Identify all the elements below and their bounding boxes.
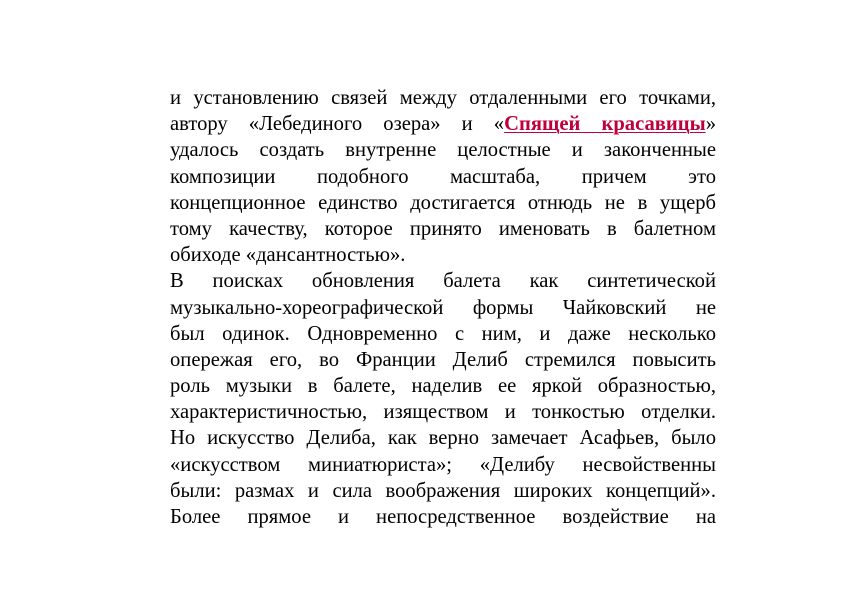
text-fragment: » (705, 113, 716, 136)
sleeping-beauty-link[interactable]: Спящей красавицы (504, 113, 706, 136)
text-line: «искусством миниатюриста»; «Делибу несвойственны (170, 453, 716, 476)
text-line: роль музыки в балете, наделив ее яркой образностью, (170, 375, 716, 398)
text-line: удалось создать внутренне целостные и законченные (170, 139, 716, 162)
text-line: концепционное единство достигается отнюдь не в ущерб (170, 191, 716, 214)
text-line (170, 111, 716, 137)
paragraph-2 (170, 268, 716, 530)
text-line: опережая его, во Франции Делиб стремился повысить (170, 348, 716, 371)
text-line: и установлению связей между отдаленными его точками, (170, 87, 716, 109)
text-line: тому качеству, которое принято именовать в балетном (170, 217, 716, 240)
document-text (170, 85, 716, 530)
text-line: композиции подобного масштаба, причем это (170, 165, 716, 188)
text-line: Более прямое и непосредственное воздействие на (170, 506, 716, 528)
paragraph-1 (170, 85, 716, 268)
text-line: музыкально-хореографической формы Чайковский не (170, 296, 716, 319)
text-line: Но искусство Делиба, как верно замечает Асафьев, было (170, 427, 716, 450)
text-line: характеристичностью, изяществом и тонкостью отделки. (170, 401, 716, 424)
text-fragment: автору «Лебединого озера» и « (170, 113, 505, 136)
text-line: был одинок. Одновременно с ним, и даже несколько (170, 322, 716, 345)
text-line: обиходе «дансантностью». (170, 244, 406, 267)
text-line: были: размах и сила воображения широких концепций». (170, 479, 716, 502)
text-line: В поисках обновления балета как синтетической (170, 270, 716, 293)
